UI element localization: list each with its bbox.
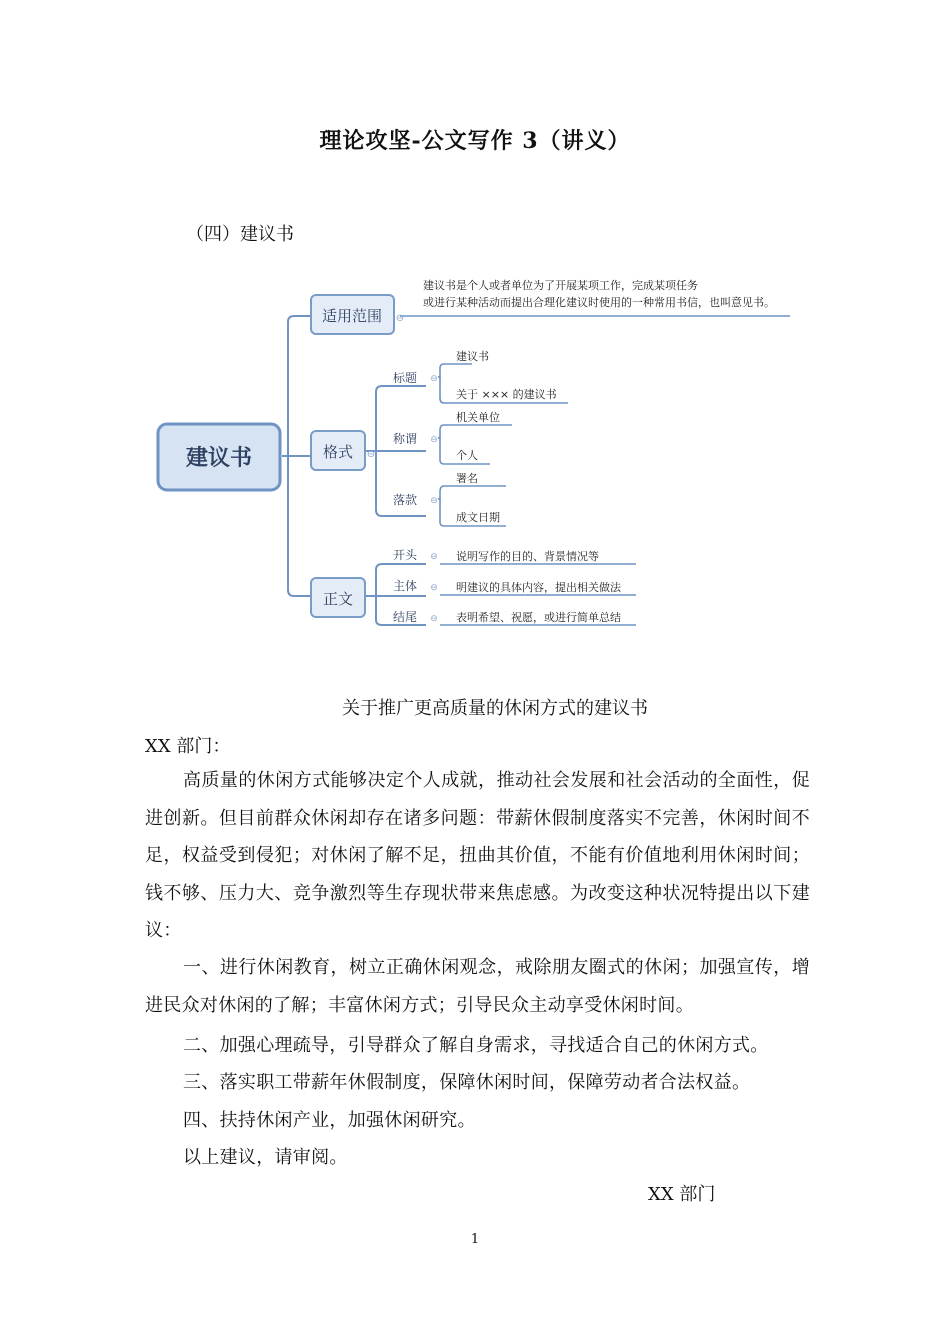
letter-signature: XX 部门 xyxy=(648,1184,716,1205)
main-text: 明建议的具体内容，提出相关做法 xyxy=(456,581,621,594)
letter-title: 关于推广更高质量的休闲方式的建议书 xyxy=(342,698,648,719)
format-node-label: 格式 xyxy=(322,443,354,461)
salutation-item-2: 个人 xyxy=(456,449,478,462)
scope-description-line2: 或进行某种活动而提出合理化建议时使用的一种常用书信，也叫意见书。 xyxy=(423,296,775,309)
opening-text: 说明写作的目的、背景情况等 xyxy=(456,550,599,563)
ending-label: 结尾 xyxy=(392,610,418,624)
letter-paragraph-1: 高质量的休闲方式能够决定个人成就，推动社会发展和社会活动的全面性，促进创新。但目前群众休闲却存在诸多问题：带薪休假制度落实不完善，休闲时间不足，权益受到侵犯；对休闲了解不足，扭曲其价值，不能有价值地利用休闲时间；钱不够、压力大、竞争激烈等生存现状带来焦虑感。为改变这种状况特提出以下建议： xyxy=(145,770,810,941)
letter-item-4: 四、扶持休闲产业，加强休闲研究。 xyxy=(183,1110,476,1131)
main-collapse-icon[interactable]: ⊖ xyxy=(430,583,438,593)
signature-label: 落款 xyxy=(392,493,418,507)
signature-item-2: 成文日期 xyxy=(456,511,500,524)
title-item-2: 关于 ××× 的建议书 xyxy=(456,388,557,401)
scope-node-label: 适用范围 xyxy=(321,307,383,325)
signature-item-1: 署名 xyxy=(456,472,478,485)
format-collapse-icon[interactable]: ⊖ xyxy=(366,449,376,460)
salutation-label: 称谓 xyxy=(392,432,418,446)
title-collapse-icon[interactable]: ⊖ xyxy=(430,374,438,384)
opening-collapse-icon[interactable]: ⊖ xyxy=(430,552,438,562)
document-title: 理论攻坚-公文写作 3（讲义） xyxy=(319,128,631,154)
section-heading: （四）建议书 xyxy=(186,224,294,245)
letter-item-2: 二、加强心理疏导，引导群众了解自身需求，寻找适合自己的休闲方式。 xyxy=(183,1035,769,1056)
signature-collapse-icon[interactable]: ⊖ xyxy=(430,496,438,506)
letter-item-3: 三、落实职工带薪年休假制度，保障休闲时间，保障劳动者合法权益。 xyxy=(183,1072,751,1093)
salutation-collapse-icon[interactable]: ⊖ xyxy=(430,435,438,445)
title-item-1: 建议书 xyxy=(456,350,489,363)
scope-description-line1: 建议书是个人或者单位为了开展某项工作，完成某项任务 xyxy=(423,279,698,292)
salutation-item-1: 机关单位 xyxy=(456,411,500,424)
scope-collapse-icon[interactable]: ⊖ xyxy=(395,313,405,324)
letter-paragraph-2: 一、进行休闲教育，树立正确休闲观念，戒除朋友圈式的休闲；加强宣传，增进民众对休闲的了解；丰富休闲方式；引导民众主动享受休闲时间。 xyxy=(145,957,810,1016)
main-label: 主体 xyxy=(392,579,418,593)
letter-closing: 以上建议，请审阅。 xyxy=(183,1147,348,1168)
letter-salutation: XX 部门： xyxy=(145,736,231,757)
opening-label: 开头 xyxy=(392,548,418,562)
page-number: 1 xyxy=(470,1232,480,1247)
ending-text: 表明希望、祝愿，或进行简单总结 xyxy=(456,611,621,624)
body-node-label: 正文 xyxy=(322,590,354,608)
root-node-label: 建议书 xyxy=(185,446,253,471)
title-label: 标题 xyxy=(392,371,418,385)
ending-collapse-icon[interactable]: ⊖ xyxy=(430,614,438,624)
root-connectors xyxy=(282,316,310,596)
mind-map xyxy=(150,270,810,640)
